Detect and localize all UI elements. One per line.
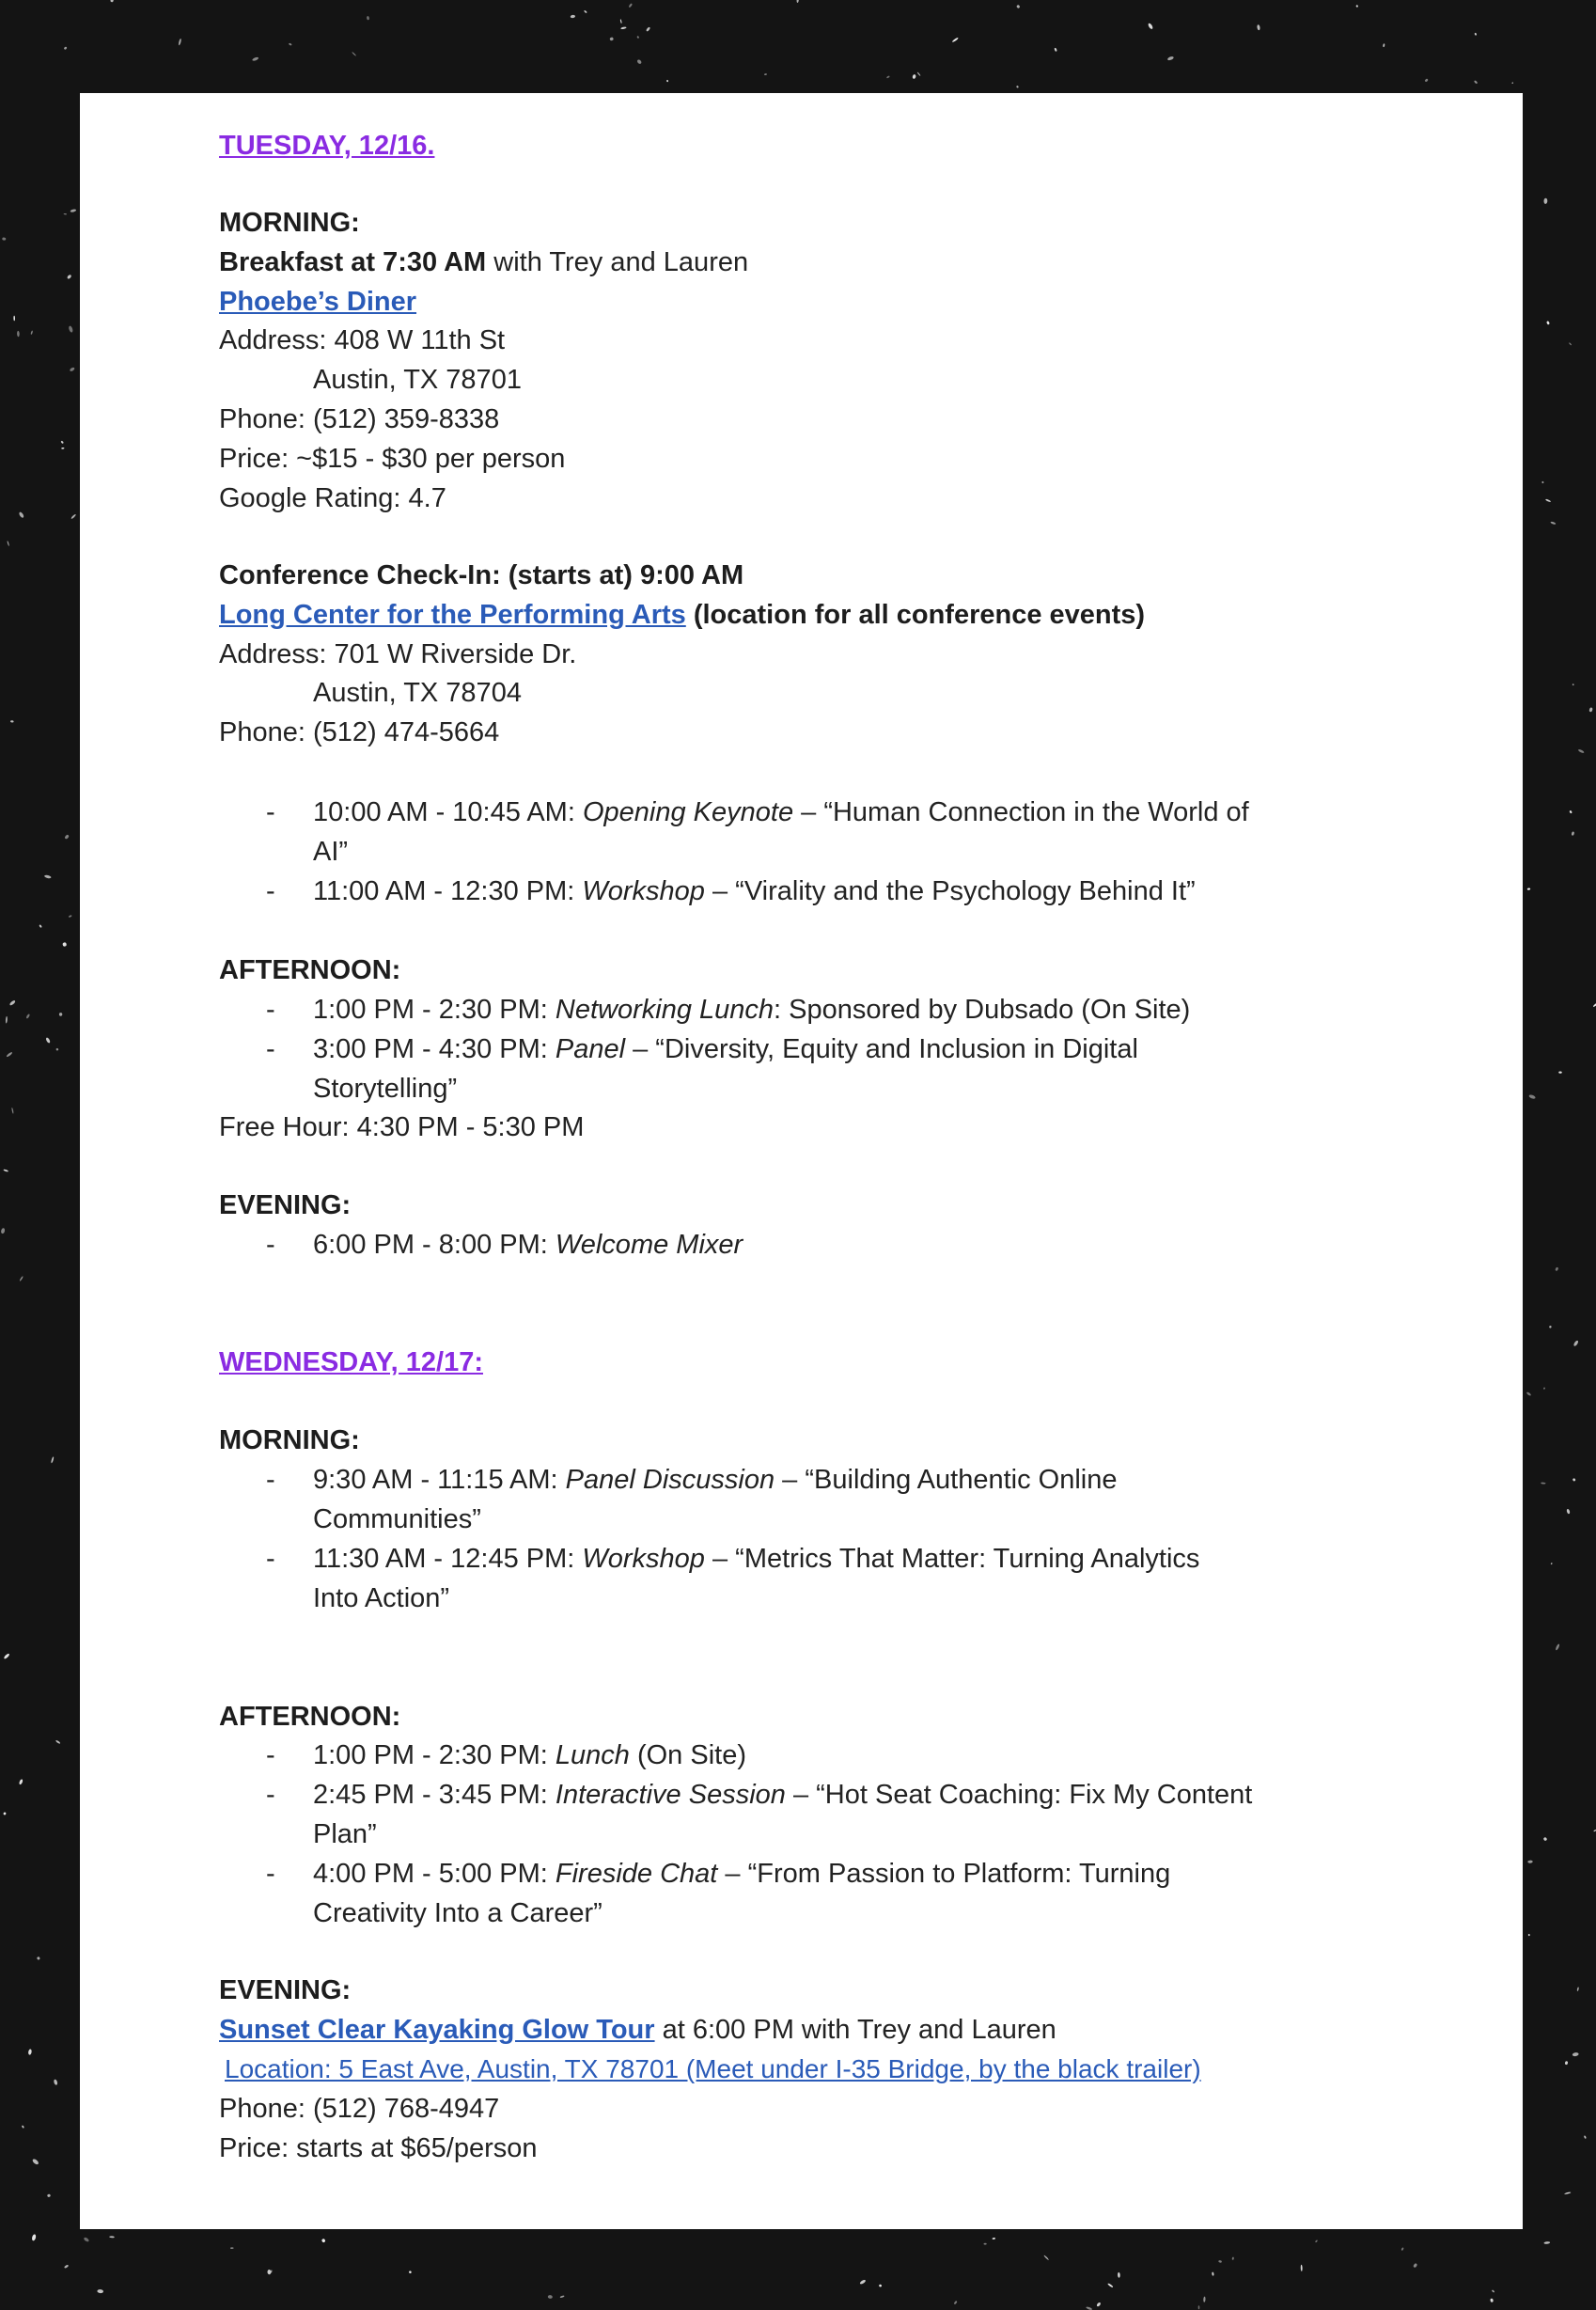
background-speck <box>44 874 52 879</box>
tuesday-afternoon-label: AFTERNOON: <box>219 955 401 985</box>
background-speck <box>68 325 73 333</box>
background-speck <box>1528 1934 1530 1937</box>
background-speck <box>620 26 627 29</box>
background-speck <box>666 80 668 83</box>
background-speck <box>7 541 9 546</box>
list-item: 1:00 PM - 2:30 PM: Lunch (On Site) <box>313 1740 746 1770</box>
background-speck <box>1383 43 1385 47</box>
background-speck <box>1555 1266 1558 1271</box>
background-speck <box>22 2125 24 2129</box>
background-speck <box>1588 707 1593 713</box>
background-speck <box>179 39 182 46</box>
background-speck <box>1527 888 1531 890</box>
list-item: 2:45 PM - 3:45 PM: Interactive Session – “Hot Seat Coaching: Fix My Content <box>313 1780 1253 1810</box>
background-speck <box>230 2247 234 2248</box>
background-speck <box>1232 2257 1234 2260</box>
background-speck <box>1118 2272 1120 2278</box>
background-speck <box>1474 33 1477 36</box>
background-speck <box>25 1014 30 1019</box>
wednesday-heading: WEDNESDAY, 12/17: <box>219 1347 483 1377</box>
background-speck <box>571 15 576 19</box>
background-speck <box>39 924 42 928</box>
background-speck <box>636 59 642 65</box>
background-speck <box>560 2295 565 2298</box>
background-speck <box>10 720 14 723</box>
background-speck <box>1565 2061 1569 2065</box>
background-speck <box>1558 1071 1562 1074</box>
background-speck <box>64 834 70 840</box>
list-marker: - <box>266 1544 275 1574</box>
diner-address-city: Austin, TX 78701 <box>313 365 522 395</box>
background-speck <box>1592 1001 1596 1007</box>
background-speck <box>764 73 767 75</box>
background-speck <box>1043 2255 1049 2260</box>
background-speck <box>1424 78 1428 82</box>
background-speck <box>1573 1340 1578 1346</box>
background-speck <box>352 52 356 56</box>
background-speck <box>32 2158 39 2165</box>
background-speck <box>1577 1987 1580 1991</box>
background-speck <box>1543 1837 1548 1842</box>
background-speck <box>1096 2302 1102 2307</box>
background-speck <box>548 2295 553 2299</box>
background-speck <box>267 2270 271 2274</box>
list-marker: - <box>266 1230 275 1260</box>
background-speck <box>55 1739 61 1744</box>
background-speck <box>1107 2283 1114 2287</box>
background-speck <box>83 2237 89 2242</box>
tour-link[interactable]: Sunset Clear Kayaking Glow Tour <box>219 2015 655 2045</box>
list-item: 11:00 AM - 12:30 PM: Workshop – “Virality and the Psychology Behind It” <box>313 876 1196 906</box>
background-speck <box>1203 2297 1206 2302</box>
breakfast-line: Breakfast at 7:30 AM with Trey and Lauren <box>219 247 749 277</box>
tuesday-heading: TUESDAY, 12/16. <box>219 131 435 161</box>
background-speck <box>1578 748 1585 753</box>
background-speck <box>1511 82 1513 84</box>
background-speck <box>609 37 614 41</box>
background-speck <box>69 915 72 918</box>
background-speck <box>13 316 15 322</box>
background-speck <box>1218 2260 1222 2263</box>
background-speck <box>70 367 75 372</box>
list-item: 3:00 PM - 4:30 PM: Panel – “Diversity, Equity and Inclusion in Digital <box>313 1034 1138 1064</box>
background-speck <box>367 16 369 21</box>
background-speck <box>1301 2265 1303 2271</box>
list-item: 9:30 AM - 11:15 AM: Panel Discussion – “Building Authentic Online <box>313 1465 1118 1495</box>
list-marker: - <box>266 995 275 1025</box>
list-item-continued: Storytelling” <box>313 1074 458 1104</box>
wednesday-evening-label: EVENING: <box>219 1975 352 2005</box>
background-speck <box>70 209 76 212</box>
background-speck <box>1555 1643 1559 1651</box>
background-speck <box>64 2264 69 2269</box>
list-item-continued: AI” <box>313 837 349 867</box>
background-speck <box>97 2289 103 2294</box>
tour-price: Price: starts at $65/person <box>219 2133 538 2163</box>
background-speck <box>620 19 622 24</box>
background-speck <box>1543 198 1547 204</box>
background-speck <box>1584 2135 1587 2139</box>
list-item-continued: Creativity Into a Career” <box>313 1898 602 1928</box>
background-speck <box>1198 2305 1200 2309</box>
background-speck <box>1546 321 1550 324</box>
background-speck <box>252 56 259 61</box>
background-speck <box>54 2079 58 2085</box>
background-speck <box>584 10 587 14</box>
background-speck <box>1400 2247 1403 2251</box>
venue-address: Address: 701 W Riverside Dr. <box>219 639 577 669</box>
background-speck <box>646 26 650 32</box>
background-speck <box>1490 2298 1494 2302</box>
tour-line: Sunset Clear Kayaking Glow Tour at 6:00 PM with Trey and Lauren <box>219 2015 1056 2045</box>
background-speck <box>636 36 639 39</box>
background-speck <box>1569 810 1573 814</box>
background-speck <box>629 3 634 8</box>
background-speck <box>18 511 24 519</box>
diner-phone: Phone: (512) 359-8338 <box>219 404 500 434</box>
background-speck <box>17 331 20 338</box>
background-speck <box>1550 521 1556 525</box>
background-speck <box>796 0 799 3</box>
background-speck <box>992 2238 995 2239</box>
background-speck <box>2 237 7 241</box>
background-speck <box>321 2239 326 2243</box>
background-speck <box>1526 1391 1532 1396</box>
background-speck <box>1212 2271 1214 2275</box>
background-speck <box>11 1108 14 1114</box>
list-item: 4:00 PM - 5:00 PM: Fireside Chat – “From Passion to Platform: Turning <box>313 1859 1171 1889</box>
background-speck <box>1054 48 1057 53</box>
background-speck <box>1016 5 1020 9</box>
background-speck <box>62 942 67 947</box>
tuesday-morning-label: MORNING: <box>219 208 360 238</box>
list-marker: - <box>266 1465 275 1495</box>
list-marker: - <box>266 1780 275 1810</box>
background-speck <box>1569 342 1572 345</box>
background-speck <box>1541 1483 1545 1485</box>
background-speck <box>51 1456 55 1463</box>
background-speck <box>1572 2052 1578 2057</box>
background-speck <box>1492 2289 1495 2292</box>
diner-rating: Google Rating: 4.7 <box>219 483 446 513</box>
list-marker: - <box>266 1740 275 1770</box>
background-speck <box>61 448 64 449</box>
venue-link[interactable]: Long Center for the Performing Arts <box>219 600 686 630</box>
background-speck <box>59 1013 63 1016</box>
list-marker: - <box>266 1034 275 1064</box>
background-speck <box>19 1779 23 1785</box>
background-speck <box>1528 1094 1536 1100</box>
background-speck <box>3 1812 7 1815</box>
background-speck <box>67 274 72 279</box>
list-marker: - <box>266 797 275 827</box>
wednesday-afternoon-label: AFTERNOON: <box>219 1702 401 1732</box>
background-speck <box>1549 1326 1553 1329</box>
diner-link[interactable]: Phoebe’s Diner <box>219 287 417 317</box>
list-item: 6:00 PM - 8:00 PM: Welcome Mixer <box>313 1230 743 1260</box>
background-speck <box>1550 1563 1552 1565</box>
background-speck <box>37 1956 40 1960</box>
background-speck <box>109 2236 114 2238</box>
background-speck <box>3 1653 9 1659</box>
diner-address: Address: 408 W 11th St <box>219 325 506 355</box>
background-speck <box>409 2271 413 2274</box>
background-speck <box>1545 498 1551 502</box>
list-item: 10:00 AM - 10:45 AM: Opening Keynote – “Human Connection in the World of <box>313 797 1249 827</box>
background-speck <box>3 1169 8 1171</box>
background-speck <box>70 513 76 519</box>
background-speck <box>1086 2306 1092 2310</box>
background-speck <box>952 37 959 42</box>
background-speck <box>19 1276 23 1281</box>
background-speck <box>1573 1478 1576 1482</box>
background-speck <box>60 440 64 444</box>
background-speck <box>6 1016 8 1024</box>
background-speck <box>917 71 921 76</box>
list-marker: - <box>266 876 275 906</box>
background-speck <box>1016 86 1019 88</box>
background-speck <box>1564 2192 1571 2194</box>
background-speck <box>47 2193 51 2197</box>
background-speck <box>1566 1509 1570 1515</box>
background-speck <box>45 1037 51 1044</box>
background-speck <box>886 75 890 78</box>
checkin-label: Conference Check-In: (starts at) 9:00 AM <box>219 560 744 590</box>
venue-phone: Phone: (512) 474-5664 <box>219 717 500 747</box>
list-item-continued: Into Action” <box>313 1583 450 1613</box>
background-speck <box>1474 80 1478 84</box>
background-speck <box>1543 1387 1546 1390</box>
background-speck <box>9 999 16 1006</box>
background-speck <box>28 2049 32 2055</box>
wednesday-morning-label: MORNING: <box>219 1425 360 1455</box>
tour-phone: Phone: (512) 768-4947 <box>219 2094 500 2124</box>
diner-price: Price: ~$15 - $30 per person <box>219 444 566 474</box>
background-speck <box>983 2243 986 2245</box>
background-speck <box>30 330 33 335</box>
background-speck <box>859 2279 866 2285</box>
list-item-continued: Communities” <box>313 1504 481 1534</box>
venue-address-city: Austin, TX 78704 <box>313 678 522 708</box>
background-speck <box>879 2284 883 2287</box>
background-speck <box>1148 23 1154 30</box>
background-speck <box>1413 2263 1417 2269</box>
background-speck <box>6 1051 12 1057</box>
background-speck <box>289 42 292 45</box>
tour-location-link[interactable]: Location: 5 East Ave, Austin, TX 78701 (Meet under I-35 Bridge, by the black trailer) <box>225 2054 1201 2083</box>
background-speck <box>1315 2239 1318 2242</box>
background-speck <box>954 2301 958 2305</box>
background-speck <box>912 74 916 80</box>
background-speck <box>1543 2241 1550 2244</box>
background-speck <box>31 2234 36 2241</box>
list-item-continued: Plan” <box>313 1819 377 1849</box>
background-speck <box>1573 684 1574 685</box>
background-speck <box>1527 1860 1533 1862</box>
list-item: 1:00 PM - 2:30 PM: Networking Lunch: Sponsored by Dubsado (On Site) <box>313 995 1191 1025</box>
background-speck <box>64 213 67 214</box>
list-marker: - <box>266 1859 275 1889</box>
background-speck <box>1167 55 1175 61</box>
background-speck <box>64 46 68 50</box>
background-speck <box>110 0 114 2</box>
free-hour: Free Hour: 4:30 PM - 5:30 PM <box>219 1112 585 1142</box>
background-speck <box>1355 5 1358 8</box>
tuesday-evening-label: EVENING: <box>219 1190 352 1220</box>
venue-line: Long Center for the Performing Arts (location for all conference events) <box>219 600 1146 630</box>
background-speck <box>1541 481 1543 484</box>
background-speck <box>1572 831 1575 836</box>
background-speck <box>0 1228 5 1234</box>
list-item: 11:30 AM - 12:45 PM: Workshop – “Metrics That Matter: Turning Analytics <box>313 1544 1200 1574</box>
background-speck <box>55 1047 58 1050</box>
background-speck <box>1257 24 1260 30</box>
